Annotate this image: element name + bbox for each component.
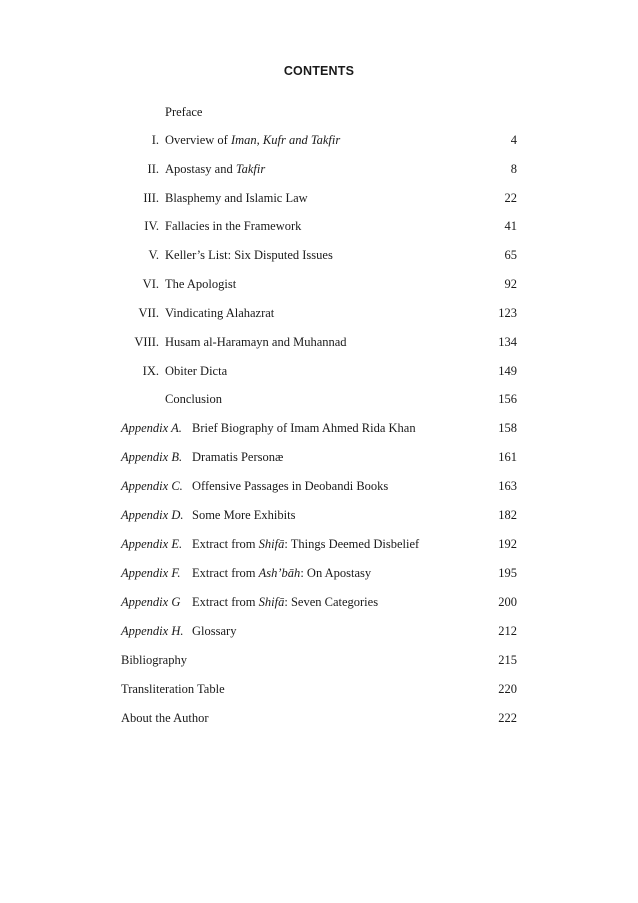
entry-label: Some More Exhibits: [192, 508, 296, 522]
toc-entry-chapter-3[interactable]: [0, 189, 638, 207]
entry-label: Keller’s List: Six Disputed Issues: [165, 248, 333, 262]
page-number: 182: [498, 508, 517, 522]
entry-label: Offensive Passages in Deobandi Books: [192, 479, 389, 493]
appendix-tag: Appendix A.: [121, 421, 182, 435]
entry-label: Extract from Ash’bāh: On Apostasy: [192, 566, 372, 580]
chapter-number: I.: [151, 133, 159, 147]
toc-entry-chapter-9[interactable]: [0, 362, 638, 380]
page-number: 195: [498, 566, 517, 580]
toc-entry-chapter-5[interactable]: [0, 246, 638, 264]
entry-label: Husam al-Haramayn and Muhannad: [165, 335, 347, 349]
toc-entry-appendix-e[interactable]: [0, 535, 638, 553]
page-number: 215: [498, 653, 517, 667]
page-number: 220: [498, 682, 517, 696]
appendix-tag: Appendix B.: [121, 450, 183, 464]
toc-entry-conclusion[interactable]: [0, 390, 638, 408]
appendix-tag: Appendix E.: [121, 537, 183, 551]
toc-entry-chapter-7[interactable]: [0, 304, 638, 322]
entry-label: Glossary: [192, 624, 237, 638]
toc-entry-appendix-h[interactable]: [0, 622, 638, 640]
toc-entry-appendix-f[interactable]: [0, 564, 638, 582]
toc-entry-chapter-6[interactable]: [0, 275, 638, 293]
entry-label: Transliteration Table: [121, 682, 225, 696]
toc-entry-chapter-1[interactable]: [0, 131, 638, 149]
toc-entry-bibliography[interactable]: [0, 651, 638, 669]
chapter-number: IX.: [142, 364, 159, 378]
toc-entry-appendix-d[interactable]: [0, 506, 638, 524]
toc-entry-appendix-c[interactable]: [0, 477, 638, 495]
toc-entry-appendix-b[interactable]: [0, 448, 638, 466]
entry-label: Conclusion: [165, 392, 222, 406]
toc-entry-about-the-author[interactable]: [0, 709, 638, 727]
entry-label: Brief Biography of Imam Ahmed Rida Khan: [192, 421, 416, 435]
appendix-tag: Appendix C.: [121, 479, 183, 493]
toc-entry-appendix-g[interactable]: [0, 593, 638, 611]
chapter-number: III.: [143, 191, 159, 205]
page-number: 158: [498, 421, 517, 435]
entry-label: Extract from Shifā: Things Deemed Disbelief: [192, 537, 420, 551]
page-number: 92: [504, 277, 517, 291]
entry-label: Fallacies in the Framework: [165, 219, 302, 233]
toc-entry-chapter-4[interactable]: [0, 217, 638, 235]
chapter-number: II.: [147, 162, 159, 176]
page-number: 163: [498, 479, 517, 493]
page-number: 8: [510, 162, 517, 176]
page-number: 192: [498, 537, 517, 551]
entry-label: Preface: [165, 105, 203, 119]
entry-label: Vindicating Alahazrat: [165, 306, 275, 320]
chapter-number: IV.: [144, 219, 159, 233]
appendix-tag: Appendix D.: [121, 508, 184, 522]
chapter-number: VIII.: [134, 335, 159, 349]
page-number: 149: [498, 364, 517, 378]
page-title: CONTENTS: [283, 64, 355, 78]
page-number: 200: [498, 595, 517, 609]
chapter-number: VII.: [138, 306, 159, 320]
toc-entry-appendix-a[interactable]: [0, 419, 638, 437]
page-number: 156: [498, 392, 517, 406]
toc-entry-chapter-8[interactable]: [0, 333, 638, 351]
page-number: 4: [510, 133, 517, 147]
entry-label: Apostasy and Takfir: [165, 162, 266, 176]
page-number: 212: [498, 624, 517, 638]
entry-label: The Apologist: [165, 277, 237, 291]
chapter-number: VI.: [142, 277, 159, 291]
page-number: 134: [498, 335, 517, 349]
page-number: 65: [504, 248, 517, 262]
entry-label: Extract from Shifā: Seven Categories: [192, 595, 379, 609]
page-number: 123: [498, 306, 517, 320]
entry-label: Blasphemy and Islamic Law: [165, 191, 308, 205]
appendix-tag: Appendix F.: [121, 566, 181, 580]
appendix-tag: Appendix H.: [121, 624, 184, 638]
chapter-number: V.: [148, 248, 159, 262]
toc-entry-preface[interactable]: [0, 103, 638, 121]
entry-label: About the Author: [121, 711, 209, 725]
page-number: 22: [504, 191, 517, 205]
page-number: 222: [498, 711, 517, 725]
page-number: 161: [498, 450, 517, 464]
entry-label: Bibliography: [121, 653, 187, 667]
entry-label: Overview of Iman, Kufr and Takfir: [165, 133, 341, 147]
toc-entry-transliteration-table[interactable]: [0, 680, 638, 698]
entry-label: Obiter Dicta: [165, 364, 228, 378]
appendix-tag: Appendix G: [121, 595, 181, 609]
page-number: 41: [504, 219, 517, 233]
entry-label: Dramatis Personæ: [192, 450, 284, 464]
toc-entry-chapter-2[interactable]: [0, 160, 638, 178]
